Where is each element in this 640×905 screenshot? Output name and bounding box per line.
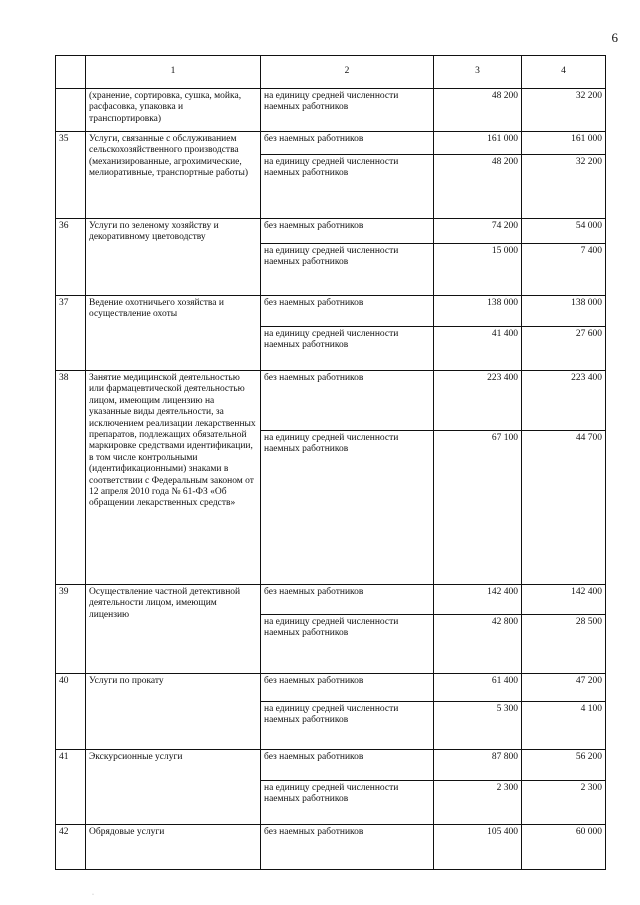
table-row bbox=[56, 371, 606, 431]
table-row bbox=[56, 750, 606, 781]
table-row bbox=[56, 132, 606, 155]
value-col-3: 74 200 bbox=[434, 219, 522, 244]
value-col-4: 44 700 bbox=[522, 431, 606, 585]
row-number: 42 bbox=[56, 825, 86, 870]
value-col-3: 61 400 bbox=[434, 674, 522, 702]
value-col-3: 223 400 bbox=[434, 371, 522, 431]
row-number: 40 bbox=[56, 674, 86, 750]
value-col-3: 42 800 bbox=[434, 615, 522, 674]
condition-cell: без наемных работников bbox=[261, 750, 434, 781]
value-col-3: 48 200 bbox=[434, 89, 522, 132]
tax-table bbox=[55, 55, 606, 870]
table-body bbox=[56, 89, 606, 870]
value-col-3: 138 000 bbox=[434, 296, 522, 327]
condition-cell: без наемных работников bbox=[261, 132, 434, 155]
value-col-3: 2 300 bbox=[434, 781, 522, 825]
value-col-4: 60 000 bbox=[522, 825, 606, 870]
condition-cell: без наемных работников bbox=[261, 219, 434, 244]
row-number: 38 bbox=[56, 371, 86, 585]
condition-cell: на единицу средней численности наемных работников bbox=[261, 89, 434, 132]
table-row bbox=[56, 219, 606, 244]
value-col-3: 15 000 bbox=[434, 244, 522, 296]
service-name: Экскурсионные услуги bbox=[86, 750, 261, 825]
header-col-4: 4 bbox=[522, 56, 606, 89]
service-name: Услуги, связанные с обслуживанием сельскохозяйственного производства (механизированные, агрохимические, мелиоративные, транспортные работы) bbox=[86, 132, 261, 219]
value-col-4: 138 000 bbox=[522, 296, 606, 327]
row-number: 36 bbox=[56, 219, 86, 296]
value-col-4: 47 200 bbox=[522, 674, 606, 702]
service-name: (хранение, сортировка, сушка, мойка, расфасовка, упаковка и транспортировка) bbox=[86, 89, 261, 132]
row-number: 39 bbox=[56, 585, 86, 674]
condition-cell: без наемных работников bbox=[261, 825, 434, 870]
service-name: Обрядовые услуги bbox=[86, 825, 261, 870]
table-row bbox=[56, 585, 606, 615]
table-header-row bbox=[56, 56, 606, 89]
value-col-4: 54 000 bbox=[522, 219, 606, 244]
value-col-3: 67 100 bbox=[434, 431, 522, 585]
value-col-4: 56 200 bbox=[522, 750, 606, 781]
row-number: 35 bbox=[56, 132, 86, 219]
value-col-4: 161 000 bbox=[522, 132, 606, 155]
row-number: 37 bbox=[56, 296, 86, 371]
service-name: Услуги по зеленому хозяйству и декоративному цветоводству bbox=[86, 219, 261, 296]
condition-cell: на единицу средней численности наемных работников bbox=[261, 781, 434, 825]
table-row bbox=[56, 89, 606, 132]
value-col-3: 105 400 bbox=[434, 825, 522, 870]
header-col-2: 2 bbox=[261, 56, 434, 89]
service-name: Занятие медицинской деятельностью или фармацевтической деятельностью лицом, имеющим лицензию на указанные виды деятельности, за исключением реализации лекарственных препаратов, подлежащих обязательной маркировке средствами идентификации, в том числе контрольными (идентификационными) знаками в соответствии с Федеральным законом от 12 апреля 2010 года № 61-ФЗ «Об обращении лекарственных средств» bbox=[86, 371, 261, 585]
condition-cell: на единицу средней численности наемных работников bbox=[261, 431, 434, 585]
value-col-4: 7 400 bbox=[522, 244, 606, 296]
header-col-3: 3 bbox=[434, 56, 522, 89]
condition-cell: без наемных работников bbox=[261, 674, 434, 702]
service-name: Услуги по прокату bbox=[86, 674, 261, 750]
condition-cell: без наемных работников bbox=[261, 296, 434, 327]
value-col-3: 87 800 bbox=[434, 750, 522, 781]
value-col-4: 32 200 bbox=[522, 89, 606, 132]
condition-cell: без наемных работников bbox=[261, 371, 434, 431]
value-col-4: 2 300 bbox=[522, 781, 606, 825]
service-name: Осуществление частной детективной деятельности лицом, имеющим лицензию bbox=[86, 585, 261, 674]
header-col-1: 1 bbox=[86, 56, 261, 89]
value-col-3: 41 400 bbox=[434, 327, 522, 371]
value-col-4: 27 600 bbox=[522, 327, 606, 371]
condition-cell: на единицу средней численности наемных работников bbox=[261, 702, 434, 750]
condition-cell: на единицу средней численности наемных работников bbox=[261, 327, 434, 371]
condition-cell: на единицу средней численности наемных работников bbox=[261, 155, 434, 219]
value-col-3: 142 400 bbox=[434, 585, 522, 615]
value-col-4: 223 400 bbox=[522, 371, 606, 431]
header-col-0 bbox=[56, 56, 86, 89]
value-col-4: 28 500 bbox=[522, 615, 606, 674]
row-number bbox=[56, 89, 86, 132]
service-name: Ведение охотничьего хозяйства и осуществление охоты bbox=[86, 296, 261, 371]
value-col-3: 161 000 bbox=[434, 132, 522, 155]
page-number: 6 bbox=[611, 30, 618, 45]
table-row bbox=[56, 296, 606, 327]
table-row bbox=[56, 825, 606, 870]
value-col-4: 142 400 bbox=[522, 585, 606, 615]
condition-cell: на единицу средней численности наемных работников bbox=[261, 244, 434, 296]
condition-cell: без наемных работников bbox=[261, 585, 434, 615]
value-col-4: 4 100 bbox=[522, 702, 606, 750]
row-number: 41 bbox=[56, 750, 86, 825]
table-row bbox=[56, 674, 606, 702]
condition-cell: на единицу средней численности наемных работников bbox=[261, 615, 434, 674]
value-col-3: 5 300 bbox=[434, 702, 522, 750]
scan-mark: · bbox=[92, 892, 94, 898]
value-col-4: 32 200 bbox=[522, 155, 606, 219]
value-col-3: 48 200 bbox=[434, 155, 522, 219]
